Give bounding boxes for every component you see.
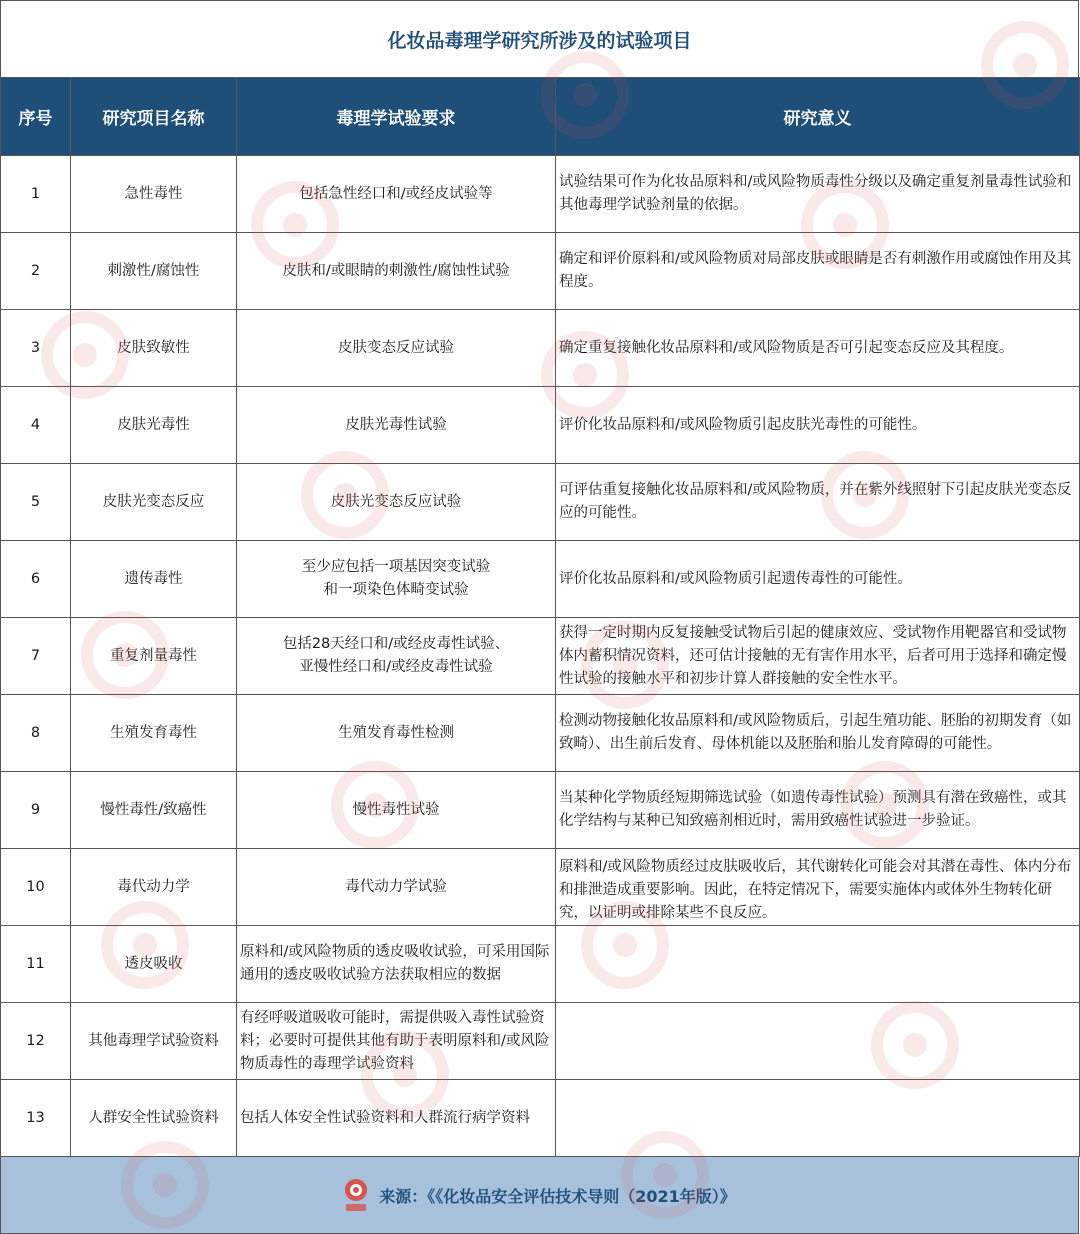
table-header-row — [1, 78, 1080, 156]
header-requirement: 毒理学试验要求 — [237, 78, 556, 156]
row-significance: 评价化妆品原料和/或风险物质引起皮肤光毒性的可能性。 — [556, 387, 1080, 464]
table-row — [1, 541, 1080, 618]
row-name: 刺激性/腐蚀性 — [71, 233, 237, 310]
row-index: 5 — [1, 464, 71, 541]
row-requirement: 皮肤光毒性试验 — [237, 387, 556, 464]
row-significance: 评价化妆品原料和/或风险物质引起遗传毒性的可能性。 — [556, 541, 1080, 618]
source-footer — [0, 1156, 1079, 1234]
row-name: 重复剂量毒性 — [71, 618, 237, 695]
requirement-line: 至少应包括一项基因突变试验 — [301, 559, 491, 575]
row-name: 其他毒理学试验资料 — [71, 1003, 237, 1080]
row-name: 皮肤光毒性 — [71, 387, 237, 464]
source-text: 来源：《《化妆品安全评估技术导则（2021年版）》 — [379, 1186, 736, 1206]
requirement-line: 和一项染色体畸变试验 — [323, 582, 469, 598]
page-title: 化妆品毒理学研究所涉及的试验项目 — [0, 0, 1079, 78]
row-significance — [556, 926, 1080, 1003]
row-index: 1 — [1, 156, 71, 233]
row-name: 人群安全性试验资料 — [71, 1080, 237, 1157]
row-index: 13 — [1, 1080, 71, 1157]
row-significance: 原料和/或风险物质经过皮肤吸收后，其代谢转化可能会对其潜在毒性、体内分布和排泄造成重要影响。因此，在特定情况下，需要实施体内或体外生物转化研究，以证明或排除某些不良反应。 — [556, 849, 1080, 926]
table-row — [1, 233, 1080, 310]
toxicology-test-table — [0, 77, 1080, 1157]
table-row — [1, 310, 1080, 387]
row-significance: 试验结果可作为化妆品原料和/或风险物质毒性分级以及确定重复剂量毒性试验和其他毒理学试验剂量的依据。 — [556, 156, 1080, 233]
header-name: 研究项目名称 — [71, 78, 237, 156]
row-index: 2 — [1, 233, 71, 310]
table-row — [1, 849, 1080, 926]
header-index: 序号 — [1, 78, 71, 156]
row-index: 11 — [1, 926, 71, 1003]
row-requirement: 有经呼吸道吸收可能时，需提供吸入毒性试验资料；必要时可提供其他有助于表明原料和/或风险物质毒性的毒理学试验资料 — [237, 1003, 556, 1080]
row-requirement — [237, 541, 556, 618]
row-requirement: 生殖发育毒性检测 — [237, 695, 556, 772]
table-row — [1, 772, 1080, 849]
row-index: 8 — [1, 695, 71, 772]
table-row — [1, 1080, 1080, 1157]
row-requirement: 皮肤光变态反应试验 — [237, 464, 556, 541]
requirement-line: 包括28天经口和/或经皮毒性试验、 — [282, 636, 510, 652]
row-significance — [556, 1003, 1080, 1080]
row-name: 透皮吸收 — [71, 926, 237, 1003]
row-requirement: 皮肤和/或眼睛的刺激性/腐蚀性试验 — [237, 233, 556, 310]
row-index: 6 — [1, 541, 71, 618]
row-significance: 可评估重复接触化妆品原料和/或风险物质，并在紫外线照射下引起皮肤光变态反应的可能性。 — [556, 464, 1080, 541]
row-name: 生殖发育毒性 — [71, 695, 237, 772]
row-requirement: 原料和/或风险物质的透皮吸收试验，可采用国际通用的透皮吸收试验方法获取相应的数据 — [237, 926, 556, 1003]
row-index: 10 — [1, 849, 71, 926]
row-requirement: 毒代动力学试验 — [237, 849, 556, 926]
row-name: 急性毒性 — [71, 156, 237, 233]
table-row — [1, 387, 1080, 464]
row-index: 9 — [1, 772, 71, 849]
header-significance: 研究意义 — [556, 78, 1080, 156]
row-significance: 当某种化学物质经短期筛选试验（如遗传毒性试验）预测具有潜在致癌性，或其化学结构与某种已知致癌剂相近时，需用致癌性试验进一步验证。 — [556, 772, 1080, 849]
row-significance: 确定重复接触化妆品原料和/或风险物质是否可引起变态反应及其程度。 — [556, 310, 1080, 387]
table-row — [1, 618, 1080, 695]
row-name: 慢性毒性/致癌性 — [71, 772, 237, 849]
row-significance: 检测动物接触化妆品原料和/或风险物质后，引起生殖功能、胚胎的初期发育（如致畸）、出生前后发育、母体机能以及胚胎和胎儿发育障碍的可能性。 — [556, 695, 1080, 772]
row-index: 4 — [1, 387, 71, 464]
row-name: 皮肤致敏性 — [71, 310, 237, 387]
row-index: 7 — [1, 618, 71, 695]
table-row — [1, 1003, 1080, 1080]
requirement-line: 亚慢性经口和/或经皮毒性试验 — [299, 659, 493, 675]
row-significance: 获得一定时期内反复接触受试物后引起的健康效应、受试物作用靶器官和受试物体内蓄积情况资料，还可估计接触的无有害作用水平，后者可用于选择和确定慢性试验的接触水平和初步计算人群接触的安全性水平。 — [556, 618, 1080, 695]
table-row — [1, 926, 1080, 1003]
row-significance: 确定和评价原料和/或风险物质对局部皮肤或眼睛是否有刺激作用或腐蚀作用及其程度。 — [556, 233, 1080, 310]
row-requirement: 包括人体安全性试验资料和人群流行病学资料 — [237, 1080, 556, 1157]
row-significance — [556, 1080, 1080, 1157]
row-index: 12 — [1, 1003, 71, 1080]
row-requirement — [237, 618, 556, 695]
table-row — [1, 156, 1080, 233]
row-name: 遗传毒性 — [71, 541, 237, 618]
row-name: 毒代动力学 — [71, 849, 237, 926]
row-index: 3 — [1, 310, 71, 387]
table-row — [1, 464, 1080, 541]
eye-logo-icon — [343, 1178, 369, 1212]
table-row — [1, 695, 1080, 772]
row-name: 皮肤光变态反应 — [71, 464, 237, 541]
row-requirement: 皮肤变态反应试验 — [237, 310, 556, 387]
row-requirement: 包括急性经口和/或经皮试验等 — [237, 156, 556, 233]
row-requirement: 慢性毒性试验 — [237, 772, 556, 849]
